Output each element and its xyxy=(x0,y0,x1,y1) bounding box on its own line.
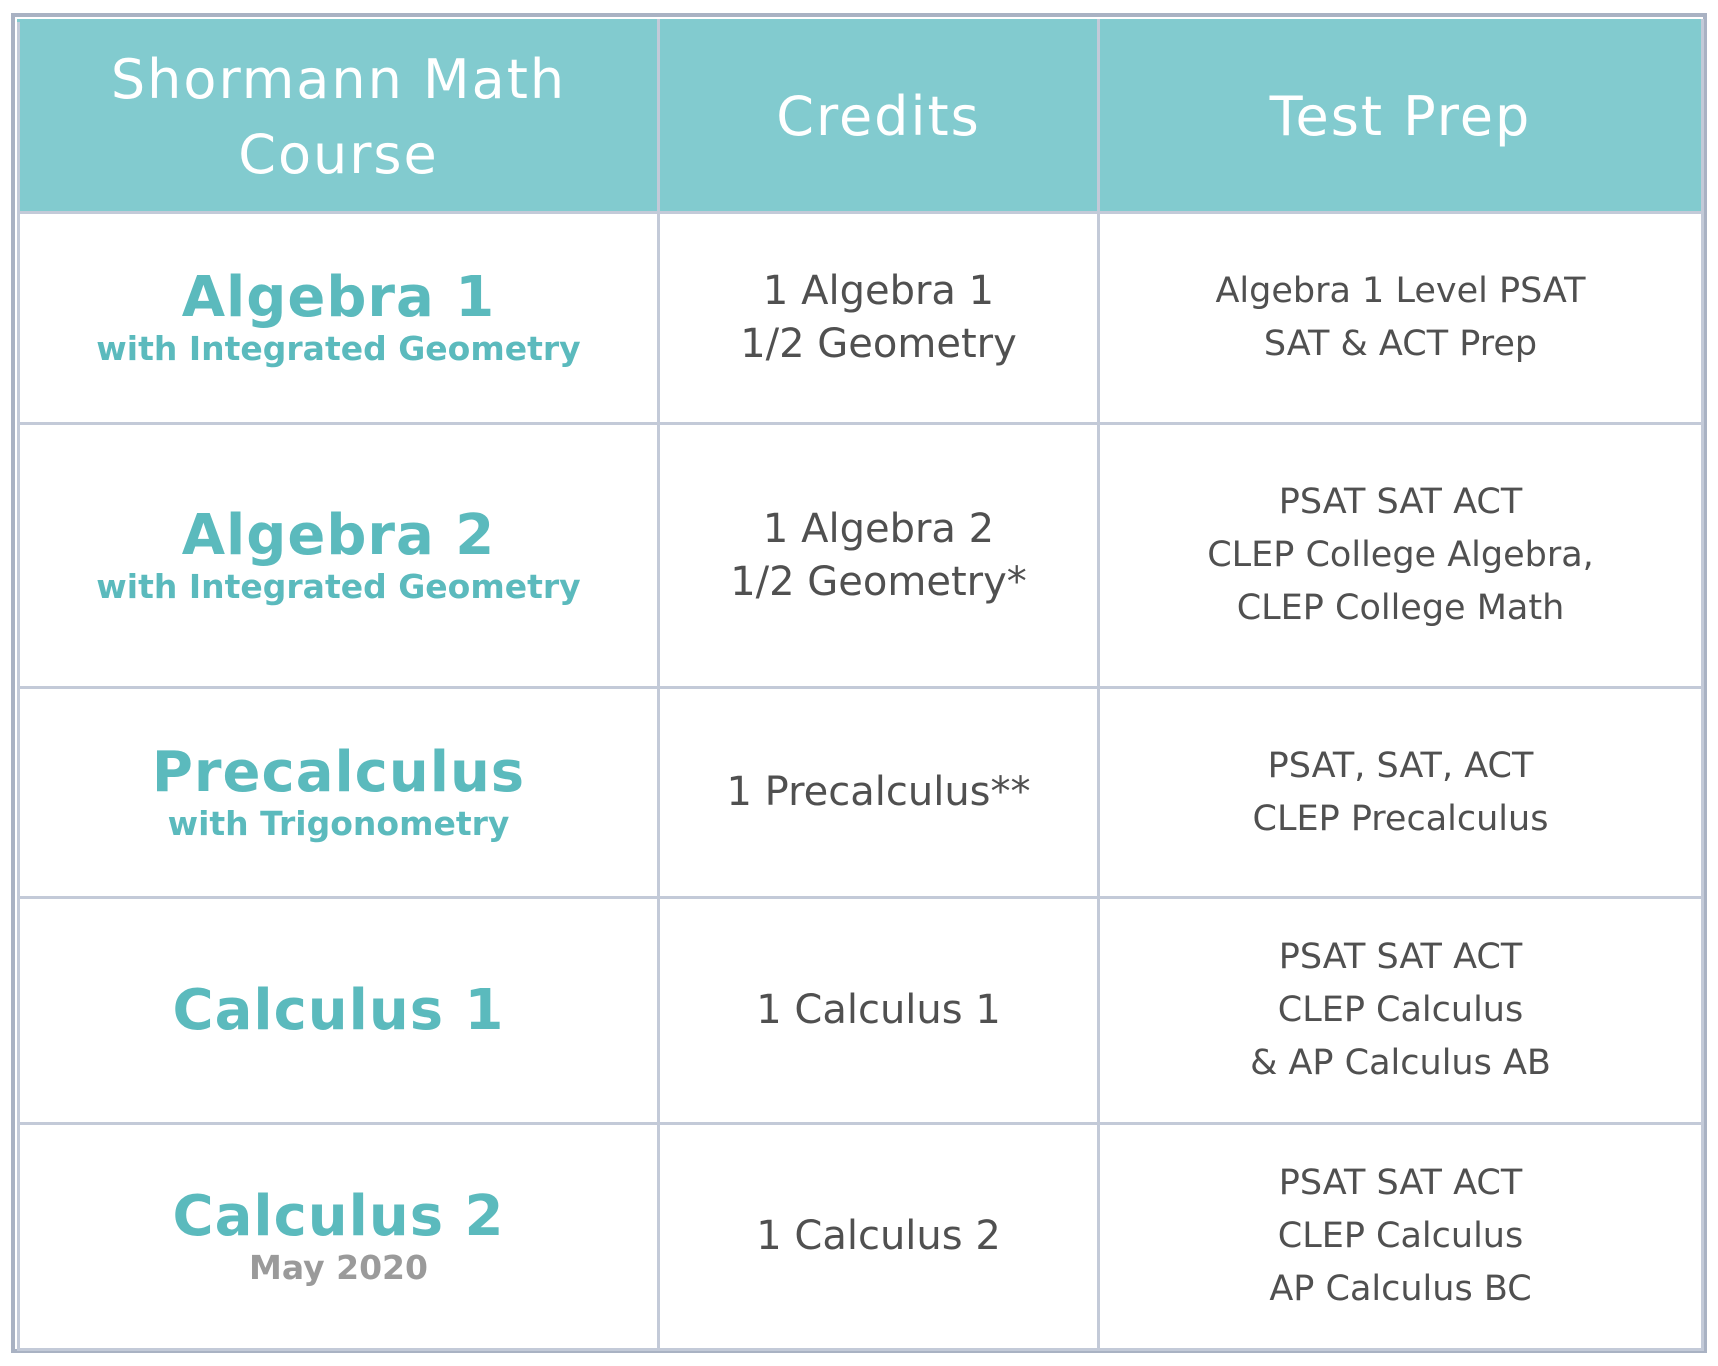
test-prep-cell xyxy=(1099,898,1703,1124)
course-cell xyxy=(19,688,659,898)
table-row xyxy=(19,424,1703,688)
test-prep-line: CLEP College Math xyxy=(1236,588,1565,628)
course-name: Calculus 1 xyxy=(172,977,505,1043)
credits-line: 1 Precalculus** xyxy=(726,769,1031,815)
test-prep-line: CLEP College Algebra, xyxy=(1207,535,1594,575)
table-row xyxy=(19,213,1703,424)
table-row xyxy=(19,688,1703,898)
test-prep-cell xyxy=(1099,1124,1703,1350)
header-credits: Credits xyxy=(659,21,1099,213)
credits-cell xyxy=(659,424,1099,688)
course-release-date: May 2020 xyxy=(249,1247,428,1287)
header-course: Shormann Math Course xyxy=(19,21,659,213)
table-row xyxy=(19,898,1703,1124)
test-prep-line: PSAT, SAT, ACT xyxy=(1267,745,1534,786)
credits-cell xyxy=(659,898,1099,1124)
course-cell xyxy=(19,213,659,424)
course-name: Precalculus xyxy=(151,739,526,805)
credits-cell xyxy=(659,1124,1099,1350)
header-test-prep: Test Prep xyxy=(1099,21,1703,213)
test-prep-cell xyxy=(1099,213,1703,424)
header-row xyxy=(19,21,1703,213)
course-cell xyxy=(19,424,659,688)
test-prep-line: PSAT SAT ACT xyxy=(1278,1163,1523,1203)
credits-line: 1/2 Geometry* xyxy=(730,558,1027,605)
course-table xyxy=(17,19,1704,1351)
test-prep-line: Algebra 1 Level PSAT xyxy=(1215,271,1586,311)
test-prep-cell xyxy=(1099,424,1703,688)
course-cell xyxy=(19,898,659,1124)
test-prep-line: AP Calculus BC xyxy=(1269,1269,1532,1309)
course-name: Algebra 1 xyxy=(181,265,496,330)
test-prep-line: SAT & ACT Prep xyxy=(1263,324,1538,364)
credits-cell xyxy=(659,688,1099,898)
credits-line: 1 Calculus 2 xyxy=(756,1213,1001,1259)
credits-line: 1 Algebra 1 xyxy=(762,268,995,314)
table-row xyxy=(19,1124,1703,1350)
course-subtitle: with Trigonometry xyxy=(167,803,510,843)
credits-line: 1 Calculus 1 xyxy=(756,987,1001,1033)
credits-line: 1 Algebra 2 xyxy=(762,505,995,552)
test-prep-line: PSAT SAT ACT xyxy=(1278,937,1523,977)
course-name: Calculus 2 xyxy=(172,1183,505,1249)
course-name: Algebra 2 xyxy=(181,502,496,568)
course-subtitle: with Integrated Geometry xyxy=(96,329,581,368)
test-prep-line: CLEP Calculus xyxy=(1277,1216,1524,1256)
course-subtitle: with Integrated Geometry xyxy=(96,566,581,606)
course-cell xyxy=(19,1124,659,1350)
test-prep-line: CLEP Calculus xyxy=(1277,990,1524,1030)
test-prep-line: CLEP Precalculus xyxy=(1252,798,1549,839)
credits-cell xyxy=(659,213,1099,424)
test-prep-line: PSAT SAT ACT xyxy=(1278,482,1523,522)
test-prep-line: & AP Calculus AB xyxy=(1250,1043,1551,1083)
credits-line: 1/2 Geometry xyxy=(740,321,1017,367)
test-prep-cell xyxy=(1099,688,1703,898)
